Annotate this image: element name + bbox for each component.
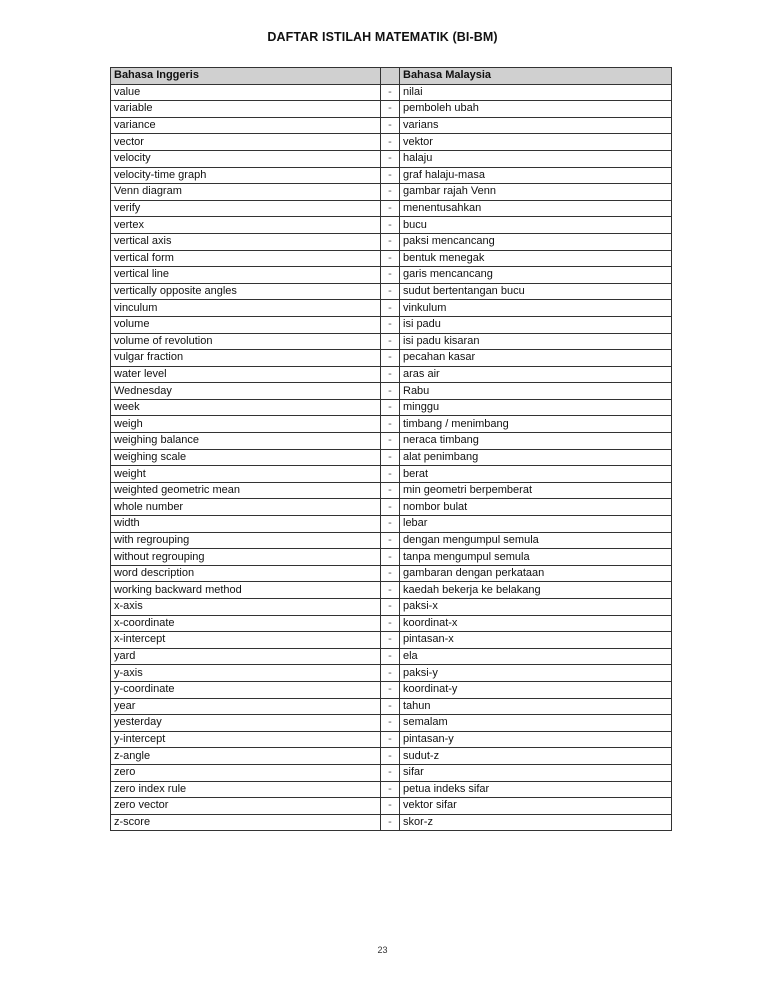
separator-dash: -: [381, 399, 400, 416]
separator-dash: -: [381, 466, 400, 483]
term-english: vertex: [111, 217, 381, 234]
term-malay: ela: [400, 648, 672, 665]
table-row: [111, 532, 672, 549]
term-malay: petua indeks sifar: [400, 781, 672, 798]
separator-dash: -: [381, 250, 400, 267]
separator-dash: -: [381, 715, 400, 732]
table-row: [111, 350, 672, 367]
term-english: vertically opposite angles: [111, 283, 381, 300]
term-malay: nombor bulat: [400, 499, 672, 516]
table-header-row: [111, 68, 672, 85]
term-malay: isi padu: [400, 316, 672, 333]
separator-dash: -: [381, 748, 400, 765]
term-malay: kaedah bekerja ke belakang: [400, 582, 672, 599]
table-row: [111, 217, 672, 234]
table-row: [111, 781, 672, 798]
separator-dash: -: [381, 184, 400, 201]
term-malay: varians: [400, 117, 672, 134]
separator-dash: -: [381, 366, 400, 383]
separator-dash: -: [381, 764, 400, 781]
table-row: [111, 233, 672, 250]
term-malay: pecahan kasar: [400, 350, 672, 367]
term-malay: neraca timbang: [400, 433, 672, 450]
term-english: x-coordinate: [111, 615, 381, 632]
term-english: velocity: [111, 150, 381, 167]
term-english: Venn diagram: [111, 184, 381, 201]
term-english: value: [111, 84, 381, 101]
separator-dash: -: [381, 300, 400, 317]
table-row: [111, 433, 672, 450]
separator-dash: -: [381, 615, 400, 632]
term-english: weigh: [111, 416, 381, 433]
term-malay: graf halaju-masa: [400, 167, 672, 184]
header-english: Bahasa Inggeris: [111, 68, 381, 85]
separator-dash: -: [381, 433, 400, 450]
table-row: [111, 184, 672, 201]
separator-dash: -: [381, 482, 400, 499]
separator-dash: -: [381, 698, 400, 715]
table-row: [111, 300, 672, 317]
term-english: volume: [111, 316, 381, 333]
table-row: [111, 748, 672, 765]
separator-dash: -: [381, 200, 400, 217]
separator-dash: -: [381, 798, 400, 815]
table-row: [111, 698, 672, 715]
separator-dash: -: [381, 814, 400, 831]
separator-dash: -: [381, 333, 400, 350]
table-row: [111, 731, 672, 748]
separator-dash: -: [381, 150, 400, 167]
term-malay: berat: [400, 466, 672, 483]
term-english: vertical form: [111, 250, 381, 267]
term-english: z-angle: [111, 748, 381, 765]
separator-dash: -: [381, 582, 400, 599]
table-row: [111, 565, 672, 582]
table-row: [111, 648, 672, 665]
term-english: whole number: [111, 499, 381, 516]
table-row: [111, 549, 672, 566]
table-row: [111, 117, 672, 134]
term-malay: Rabu: [400, 383, 672, 400]
term-malay: koordinat-x: [400, 615, 672, 632]
term-english: without regrouping: [111, 549, 381, 566]
table-row: [111, 599, 672, 616]
term-english: velocity-time graph: [111, 167, 381, 184]
separator-dash: -: [381, 681, 400, 698]
page-number: 23: [377, 945, 388, 955]
term-english: width: [111, 516, 381, 533]
separator-dash: -: [381, 665, 400, 682]
term-english: weighing balance: [111, 433, 381, 450]
term-english: vertical line: [111, 267, 381, 284]
term-malay: vektor: [400, 134, 672, 151]
separator-dash: -: [381, 499, 400, 516]
separator-dash: -: [381, 167, 400, 184]
term-malay: minggu: [400, 399, 672, 416]
term-english: variance: [111, 117, 381, 134]
table-row: [111, 366, 672, 383]
separator-dash: -: [381, 101, 400, 118]
separator-dash: -: [381, 233, 400, 250]
term-malay: min geometri berpemberat: [400, 482, 672, 499]
term-english: weighing scale: [111, 449, 381, 466]
table-body: [111, 84, 672, 831]
document-title: DAFTAR ISTILAH MATEMATIK (BI-BM): [267, 30, 498, 44]
table-row: [111, 764, 672, 781]
term-malay: pintasan-x: [400, 632, 672, 649]
separator-dash: -: [381, 731, 400, 748]
glossary-table: [110, 67, 672, 831]
term-english: yesterday: [111, 715, 381, 732]
table-row: [111, 333, 672, 350]
table-row: [111, 283, 672, 300]
term-malay: isi padu kisaran: [400, 333, 672, 350]
header-malay: Bahasa Malaysia: [400, 68, 672, 85]
term-english: z-score: [111, 814, 381, 831]
table-row: [111, 615, 672, 632]
table-row: [111, 150, 672, 167]
separator-dash: -: [381, 449, 400, 466]
term-english: yard: [111, 648, 381, 665]
table-row: [111, 482, 672, 499]
separator-dash: -: [381, 217, 400, 234]
term-malay: paksi-y: [400, 665, 672, 682]
term-english: zero: [111, 764, 381, 781]
term-english: volume of revolution: [111, 333, 381, 350]
term-english: zero index rule: [111, 781, 381, 798]
term-english: weighted geometric mean: [111, 482, 381, 499]
term-english: working backward method: [111, 582, 381, 599]
separator-dash: -: [381, 117, 400, 134]
separator-dash: -: [381, 632, 400, 649]
term-malay: dengan mengumpul semula: [400, 532, 672, 549]
separator-dash: -: [381, 565, 400, 582]
separator-dash: -: [381, 549, 400, 566]
separator-dash: -: [381, 532, 400, 549]
table-row: [111, 798, 672, 815]
term-english: vertical axis: [111, 233, 381, 250]
table-row: [111, 399, 672, 416]
term-english: with regrouping: [111, 532, 381, 549]
term-english: week: [111, 399, 381, 416]
term-malay: aras air: [400, 366, 672, 383]
term-malay: nilai: [400, 84, 672, 101]
term-english: x-axis: [111, 599, 381, 616]
separator-dash: -: [381, 350, 400, 367]
table-row: [111, 84, 672, 101]
table-row: [111, 316, 672, 333]
separator-dash: -: [381, 781, 400, 798]
term-english: x-intercept: [111, 632, 381, 649]
separator-dash: -: [381, 283, 400, 300]
term-malay: alat penimbang: [400, 449, 672, 466]
term-malay: tanpa mengumpul semula: [400, 549, 672, 566]
term-malay: skor-z: [400, 814, 672, 831]
term-malay: pintasan-y: [400, 731, 672, 748]
term-english: verify: [111, 200, 381, 217]
term-malay: semalam: [400, 715, 672, 732]
term-malay: timbang / menimbang: [400, 416, 672, 433]
table-row: [111, 681, 672, 698]
table-row: [111, 101, 672, 118]
separator-dash: -: [381, 516, 400, 533]
term-english: word description: [111, 565, 381, 582]
table-row: [111, 167, 672, 184]
separator-dash: -: [381, 383, 400, 400]
separator-dash: -: [381, 599, 400, 616]
table-row: [111, 516, 672, 533]
table-row: [111, 383, 672, 400]
separator-dash: -: [381, 316, 400, 333]
term-malay: koordinat-y: [400, 681, 672, 698]
table-row: [111, 200, 672, 217]
term-malay: vektor sifar: [400, 798, 672, 815]
header-separator: [381, 68, 400, 85]
term-english: vulgar fraction: [111, 350, 381, 367]
term-malay: lebar: [400, 516, 672, 533]
term-malay: tahun: [400, 698, 672, 715]
table-row: [111, 632, 672, 649]
table-row: [111, 715, 672, 732]
table-row: [111, 267, 672, 284]
term-malay: paksi mencancang: [400, 233, 672, 250]
table-row: [111, 250, 672, 267]
table-row: [111, 466, 672, 483]
term-english: y-axis: [111, 665, 381, 682]
term-english: zero vector: [111, 798, 381, 815]
table-row: [111, 134, 672, 151]
term-malay: halaju: [400, 150, 672, 167]
term-english: Wednesday: [111, 383, 381, 400]
table-row: [111, 665, 672, 682]
table-row: [111, 416, 672, 433]
table-row: [111, 499, 672, 516]
term-malay: vinkulum: [400, 300, 672, 317]
term-malay: sifar: [400, 764, 672, 781]
term-english: year: [111, 698, 381, 715]
term-english: vector: [111, 134, 381, 151]
term-malay: sudut-z: [400, 748, 672, 765]
term-english: variable: [111, 101, 381, 118]
term-malay: menentusahkan: [400, 200, 672, 217]
term-malay: pemboleh ubah: [400, 101, 672, 118]
term-english: water level: [111, 366, 381, 383]
separator-dash: -: [381, 84, 400, 101]
term-malay: bentuk menegak: [400, 250, 672, 267]
term-malay: garis mencancang: [400, 267, 672, 284]
term-english: vinculum: [111, 300, 381, 317]
term-malay: paksi-x: [400, 599, 672, 616]
term-english: y-coordinate: [111, 681, 381, 698]
separator-dash: -: [381, 648, 400, 665]
separator-dash: -: [381, 267, 400, 284]
table-row: [111, 582, 672, 599]
term-malay: sudut bertentangan bucu: [400, 283, 672, 300]
term-malay: bucu: [400, 217, 672, 234]
term-malay: gambar rajah Venn: [400, 184, 672, 201]
term-english: weight: [111, 466, 381, 483]
term-malay: gambaran dengan perkataan: [400, 565, 672, 582]
table-row: [111, 449, 672, 466]
table-row: [111, 814, 672, 831]
separator-dash: -: [381, 416, 400, 433]
term-english: y-intercept: [111, 731, 381, 748]
separator-dash: -: [381, 134, 400, 151]
